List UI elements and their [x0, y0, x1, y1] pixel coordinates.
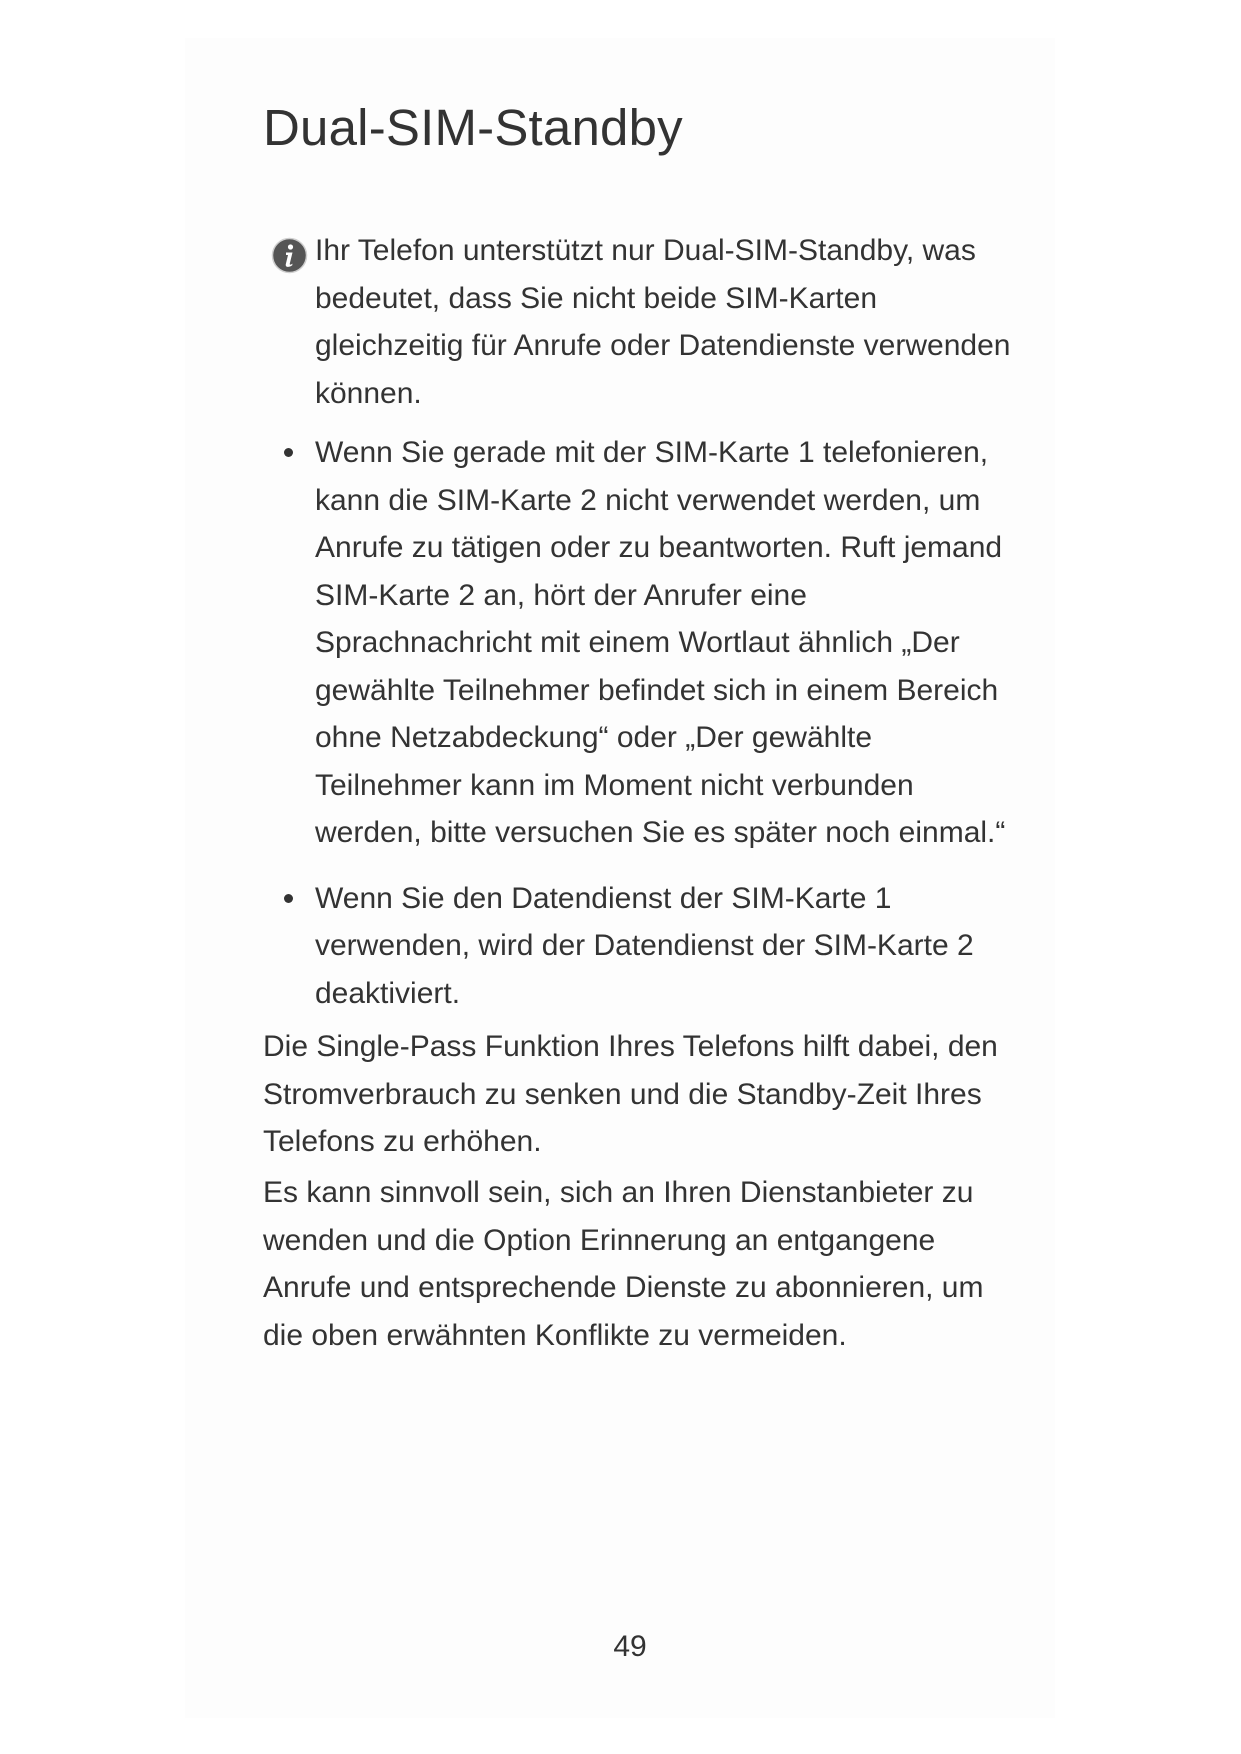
- bullet-list: [277, 429, 1017, 1017]
- list-item: [277, 875, 1017, 1018]
- note-text: Ihr Telefon unterstützt nur Dual-SIM-Standby, was bedeutet, dass Sie nicht beide SIM-Karten gleichzeitig für Anrufe oder Datendienste verwenden können.: [315, 234, 1011, 410]
- body-paragraph: Die Single-Pass Funktion Ihres Telefons hilft dabei, den Stromverbrauch zu senken und die Standby-Zeit Ihres Telefons zu erhöhen.: [263, 1030, 998, 1158]
- bullet-icon: [284, 448, 293, 457]
- page-title: Dual-SIM-Standby: [263, 99, 683, 156]
- page-number: 49: [613, 1630, 647, 1663]
- bullet-icon: [284, 894, 293, 903]
- list-item: [277, 429, 1017, 857]
- info-icon: [271, 237, 308, 274]
- bullet-text: Wenn Sie gerade mit der SIM-Karte 1 telefonieren, kann die SIM-Karte 2 nicht verwendet werden, um Anrufe zu tätigen oder zu beantworten. Ruft jemand SIM-Karte 2 an, hört der Anrufer eine Sprachnachricht mit einem Wortlaut ähnlich „Der gewählte Teilnehmer befindet sich in einem Bereich ohne Netzabdeckung“ oder „Der gewählte Teilnehmer kann im Moment nicht verbunden werden, bitte versuchen Sie es später noch einmal.“: [315, 436, 1006, 849]
- body-paragraph: Es kann sinnvoll sein, sich an Ihren Dienstanbieter zu wenden und die Option Erinnerung an entgangene Anrufe und entsprechende Dienste zu abonnieren, um die oben erwähnten Konflikte zu vermeiden.: [263, 1176, 984, 1352]
- bullet-text: Wenn Sie den Datendienst der SIM-Karte 1 verwenden, wird der Datendienst der SIM-Karte 2 deaktiviert.: [315, 881, 974, 1010]
